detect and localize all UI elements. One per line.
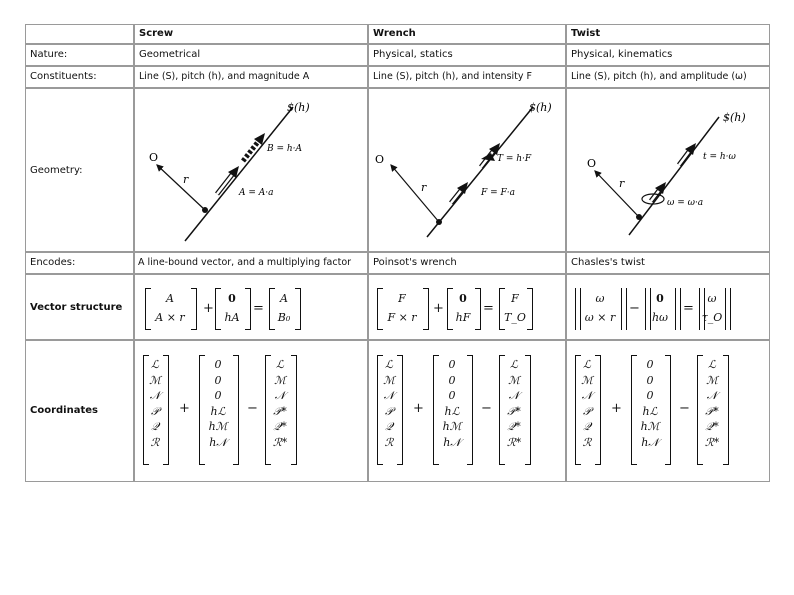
screw-origin-label: O xyxy=(149,151,159,164)
constituents-wrench: Line (S), pitch (h), and intensity F xyxy=(373,71,532,82)
coords-wrench-cell xyxy=(368,340,566,482)
twist-coords-pitch: 0 0 0 hℒ hℳ h𝒩 xyxy=(640,358,660,449)
coordinates-label: Coordinates xyxy=(30,405,98,416)
screw-vec-col3: A B₀ xyxy=(277,292,291,324)
wrench-vec-col2: 0 hF xyxy=(455,292,471,324)
wrench-coords-result: ℒ ℳ 𝒩 𝒫* 𝒬* ℛ* xyxy=(506,358,522,449)
wrench-coords-minus: − xyxy=(481,401,492,416)
encodes-label-cell xyxy=(25,252,134,274)
twist-vec-col1: ω ω × r xyxy=(584,292,616,324)
constituents-screw-cell xyxy=(134,66,368,88)
coords-screw-cell xyxy=(134,340,368,482)
twist-r-vector xyxy=(595,171,639,217)
wrench-vec-col1: F F × r xyxy=(387,292,417,324)
screw-vec-col2: 0 hA xyxy=(224,292,240,324)
constituents-twist: Line (S), pitch (h), and amplitude (ω) xyxy=(571,71,747,82)
encodes-screw-cell xyxy=(134,252,368,274)
header-twist: Twist xyxy=(571,28,601,39)
nature-screw-cell xyxy=(134,44,368,66)
vector-structure-label: Vector structure xyxy=(30,302,123,313)
wrench-vec-op2: = xyxy=(483,301,494,316)
screw-coords-result: ℒ ℳ 𝒩 𝒫* 𝒬* ℛ* xyxy=(272,358,288,449)
encodes-wrench: Poinsot's wrench xyxy=(373,257,457,268)
header-wrench-cell xyxy=(368,24,566,44)
screw-r-vector xyxy=(157,165,205,210)
wrench-coords-pitch: 0 0 0 hℒ hℳ h𝒩 xyxy=(442,358,462,449)
twist-diagram xyxy=(567,89,769,251)
constituents-screw: Line (S), pitch (h), and magnitude A xyxy=(139,71,310,82)
coords-twist-cell xyxy=(566,340,770,482)
twist-vec-col3: ω τ_O xyxy=(701,292,723,324)
wrench-origin-label: O xyxy=(375,153,385,166)
screw-top-vec-label: B = h·A xyxy=(267,144,303,154)
twist-r-label: r xyxy=(619,177,625,190)
screw-r-label: r xyxy=(183,173,189,186)
header-blank-cell xyxy=(25,24,134,44)
nature-wrench: Physical, statics xyxy=(373,49,453,60)
twist-vec-col2: 0 hω xyxy=(651,292,669,324)
vector-screw-cell xyxy=(134,274,368,340)
wrench-axis-line xyxy=(427,107,533,237)
twist-axis-label: $(h) xyxy=(723,111,746,124)
encodes-screw: A line-bound vector, and a multiplying factor xyxy=(138,257,352,268)
twist-axis-line xyxy=(629,117,719,235)
encodes-twist-cell xyxy=(566,252,770,274)
encodes-twist: Chasles's twist xyxy=(571,257,645,268)
wrench-r-vector xyxy=(391,165,439,222)
screw-coords-plucker: ℒ ℳ 𝒩 𝒫 𝒬 ℛ xyxy=(149,358,161,449)
constituents-wrench-cell xyxy=(368,66,566,88)
screw-diagram xyxy=(135,89,367,251)
twist-top-vec-label: t = h·ω xyxy=(703,152,736,162)
screw-coords-plus: + xyxy=(179,401,190,416)
geometry-label: Geometry: xyxy=(30,165,83,176)
wrench-low-vec-label: F = F·a xyxy=(481,188,515,198)
vector-twist-cell xyxy=(566,274,770,340)
screw-coords-minus: − xyxy=(247,401,258,416)
screw-low-vec-label: A = A·a xyxy=(239,188,274,198)
vector-wrench-cell xyxy=(368,274,566,340)
wrench-top-vec-label: T = h·F xyxy=(497,154,532,164)
geometry-twist-cell xyxy=(566,88,770,252)
screw-vec-col1: A A × r xyxy=(155,292,185,324)
geometry-screw-cell xyxy=(134,88,368,252)
header-screw: Screw xyxy=(139,28,174,39)
vector-structure-label-cell xyxy=(25,274,134,340)
wrench-diagram xyxy=(369,89,565,251)
encodes-label: Encodes: xyxy=(30,257,76,268)
twist-origin-label: O xyxy=(587,157,597,170)
header-wrench: Wrench xyxy=(373,28,416,39)
twist-coords-plucker: ℒ ℳ 𝒩 𝒫 𝒬 ℛ xyxy=(581,358,593,449)
coordinates-label-cell xyxy=(25,340,134,482)
constituents-label-cell xyxy=(25,66,134,88)
wrench-coords-plus: + xyxy=(413,401,424,416)
screw-vec-op2: = xyxy=(253,301,264,316)
twist-coords-plus: + xyxy=(611,401,622,416)
wrench-axis-label: $(h) xyxy=(529,101,552,114)
wrench-r-label: r xyxy=(421,181,427,194)
geometry-wrench-cell xyxy=(368,88,566,252)
encodes-wrench-cell xyxy=(368,252,566,274)
twist-coords-minus: − xyxy=(679,401,690,416)
header-twist-cell xyxy=(566,24,770,44)
screw-coords-pitch: 0 0 0 hℒ hℳ h𝒩 xyxy=(208,358,228,449)
wrench-vec-col3: F T_O xyxy=(504,292,526,324)
geometry-label-cell xyxy=(25,88,134,252)
screw-axis-label: $(h) xyxy=(287,101,310,114)
nature-twist: Physical, kinematics xyxy=(571,49,673,60)
wrench-coords-plucker: ℒ ℳ 𝒩 𝒫 𝒬 ℛ xyxy=(383,358,395,449)
nature-label-cell xyxy=(25,44,134,66)
constituents-twist-cell xyxy=(566,66,770,88)
constituents-label: Constituents: xyxy=(30,71,97,82)
wrench-vec-op1: + xyxy=(433,301,444,316)
header-screw-cell xyxy=(134,24,368,44)
twist-vec-op1: − xyxy=(629,301,640,316)
nature-screw: Geometrical xyxy=(139,49,201,60)
nature-wrench-cell xyxy=(368,44,566,66)
nature-label: Nature: xyxy=(30,49,68,60)
screw-vec-op1: + xyxy=(203,301,214,316)
twist-low-vec-label: ω = ω·a xyxy=(667,198,704,208)
nature-twist-cell xyxy=(566,44,770,66)
twist-vec-op2: = xyxy=(683,301,694,316)
twist-coords-result: ℒ ℳ 𝒩 𝒫* 𝒬* ℛ* xyxy=(704,358,720,449)
screw-axis-line xyxy=(185,107,293,241)
